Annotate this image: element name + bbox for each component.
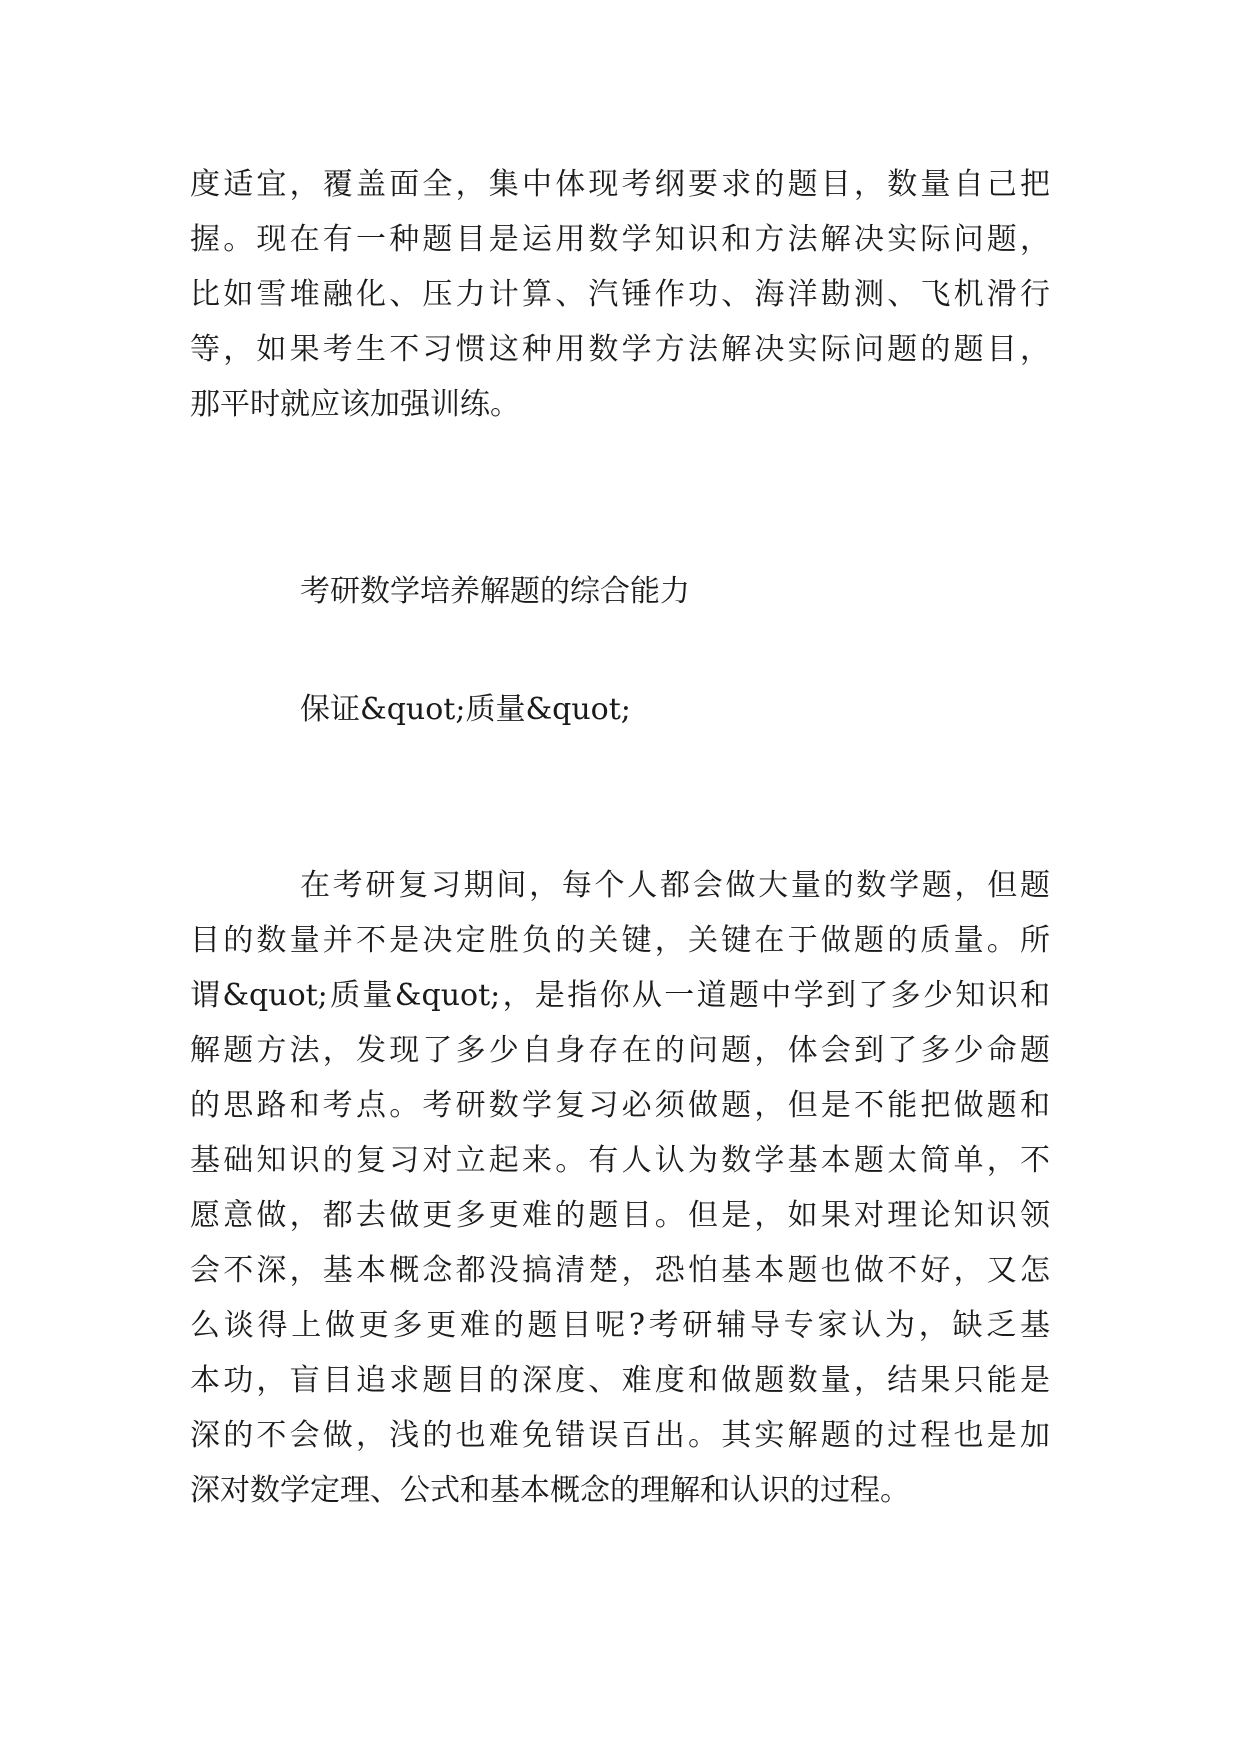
paragraph-2-line-6: 基础知识的复习对立起来。有人认为数学基本题太简单，不: [190, 1143, 1050, 1178]
paragraph-2-line-11: 深的不会做，浅的也难免错误百出。其实解题的过程也是加: [190, 1418, 1050, 1453]
paragraph-1-line-3: 比如雪堆融化、压力计算、汽锤作功、海洋勘测、飞机滑行: [190, 277, 1050, 312]
paragraph-2-line-7: 愿意做，都去做更多更难的题目。但是，如果对理论知识领: [190, 1198, 1050, 1233]
paragraph-2-line-1: 在考研复习期间，每个人都会做大量的数学题，但题: [300, 868, 1050, 903]
paragraph-2-line-5: 的思路和考点。考研数学复习必须做题，但是不能把做题和: [190, 1088, 1050, 1123]
paragraph-1-line-5: 那平时就应该加强训练。: [190, 387, 520, 422]
paragraph-2-line-9: 么谈得上做更多更难的题目呢?考研辅导专家认为，缺乏基: [190, 1308, 1050, 1343]
paragraph-1-line-2: 握。现在有一种题目是运用数学知识和方法解决实际问题，: [190, 222, 1050, 257]
paragraph-2-line-10: 本功，盲目追求题目的深度、难度和做题数量，结果只能是: [190, 1363, 1050, 1398]
paragraph-2-line-8: 会不深，基本概念都没搞清楚，恐怕基本题也做不好，又怎: [190, 1253, 1050, 1288]
paragraph-1-line-4: 等，如果考生不习惯这种用数学方法解决实际问题的题目，: [190, 332, 1050, 367]
subsection-title: 保证&quot;质量&quot;: [300, 692, 631, 727]
paragraph-2-line-2: 目的数量并不是决定胜负的关键，关键在于做题的质量。所: [190, 923, 1050, 958]
paragraph-2-line-3: 谓&quot;质量&quot;，是指你从一道题中学到了多少知识和: [190, 978, 1050, 1013]
paragraph-1-line-1: 度适宜，覆盖面全，集中体现考纲要求的题目，数量自己把: [190, 167, 1050, 202]
section-title: 考研数学培养解题的综合能力: [300, 574, 690, 609]
paragraph-2-line-12: 深对数学定理、公式和基本概念的理解和认识的过程。: [190, 1473, 910, 1508]
paragraph-2-line-4: 解题方法，发现了多少自身存在的问题，体会到了多少命题: [190, 1033, 1050, 1068]
